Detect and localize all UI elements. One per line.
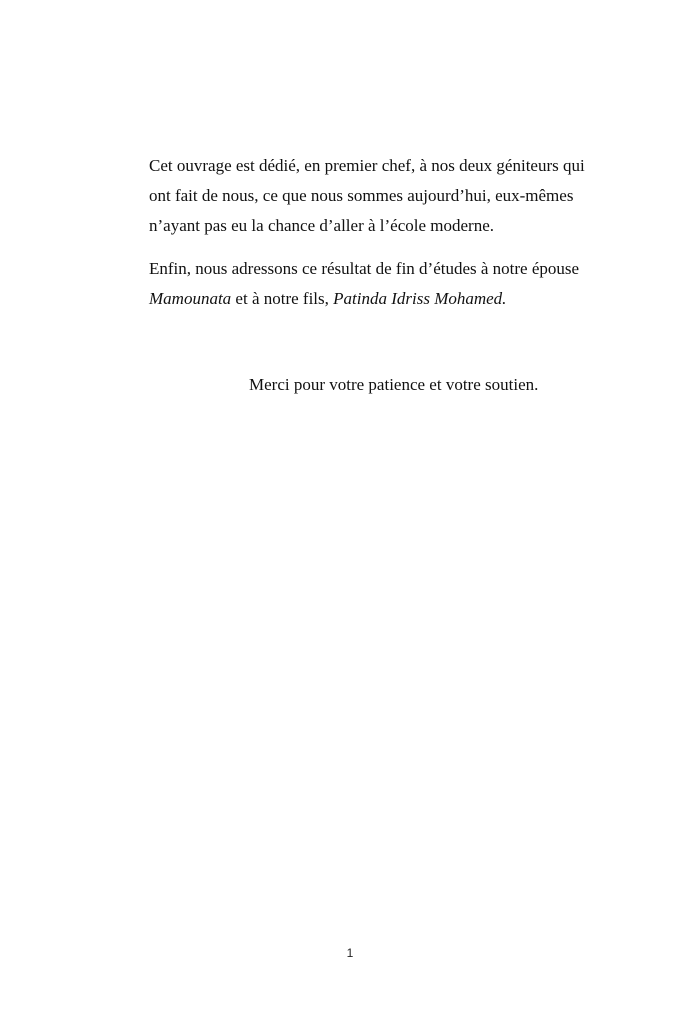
paragraph-line: Cet ouvrage est dédié, en premier chef, à nos deux géniteurs qui	[149, 156, 585, 175]
connector-text: et à notre fils,	[231, 289, 334, 308]
paragraph-line: ont fait de nous, ce que nous sommes aujourd’hui, eux-mêmes	[149, 186, 574, 205]
son-name: Patinda Idriss Mohamed.	[333, 289, 507, 308]
spouse-name: Mamounata	[149, 289, 232, 308]
paragraph-line	[149, 284, 579, 314]
paragraph-line: Enfin, nous adressons ce résultat de fin d’études à notre épouse	[149, 259, 580, 278]
page-number: 1	[346, 946, 354, 960]
dedication-paragraph-family	[149, 254, 579, 314]
paragraph-line: n’ayant pas eu la chance d’aller à l’école moderne.	[149, 216, 495, 235]
dedication-paragraph-parents	[149, 151, 585, 241]
closing-message: Merci pour votre patience et votre soutien.	[249, 375, 539, 394]
